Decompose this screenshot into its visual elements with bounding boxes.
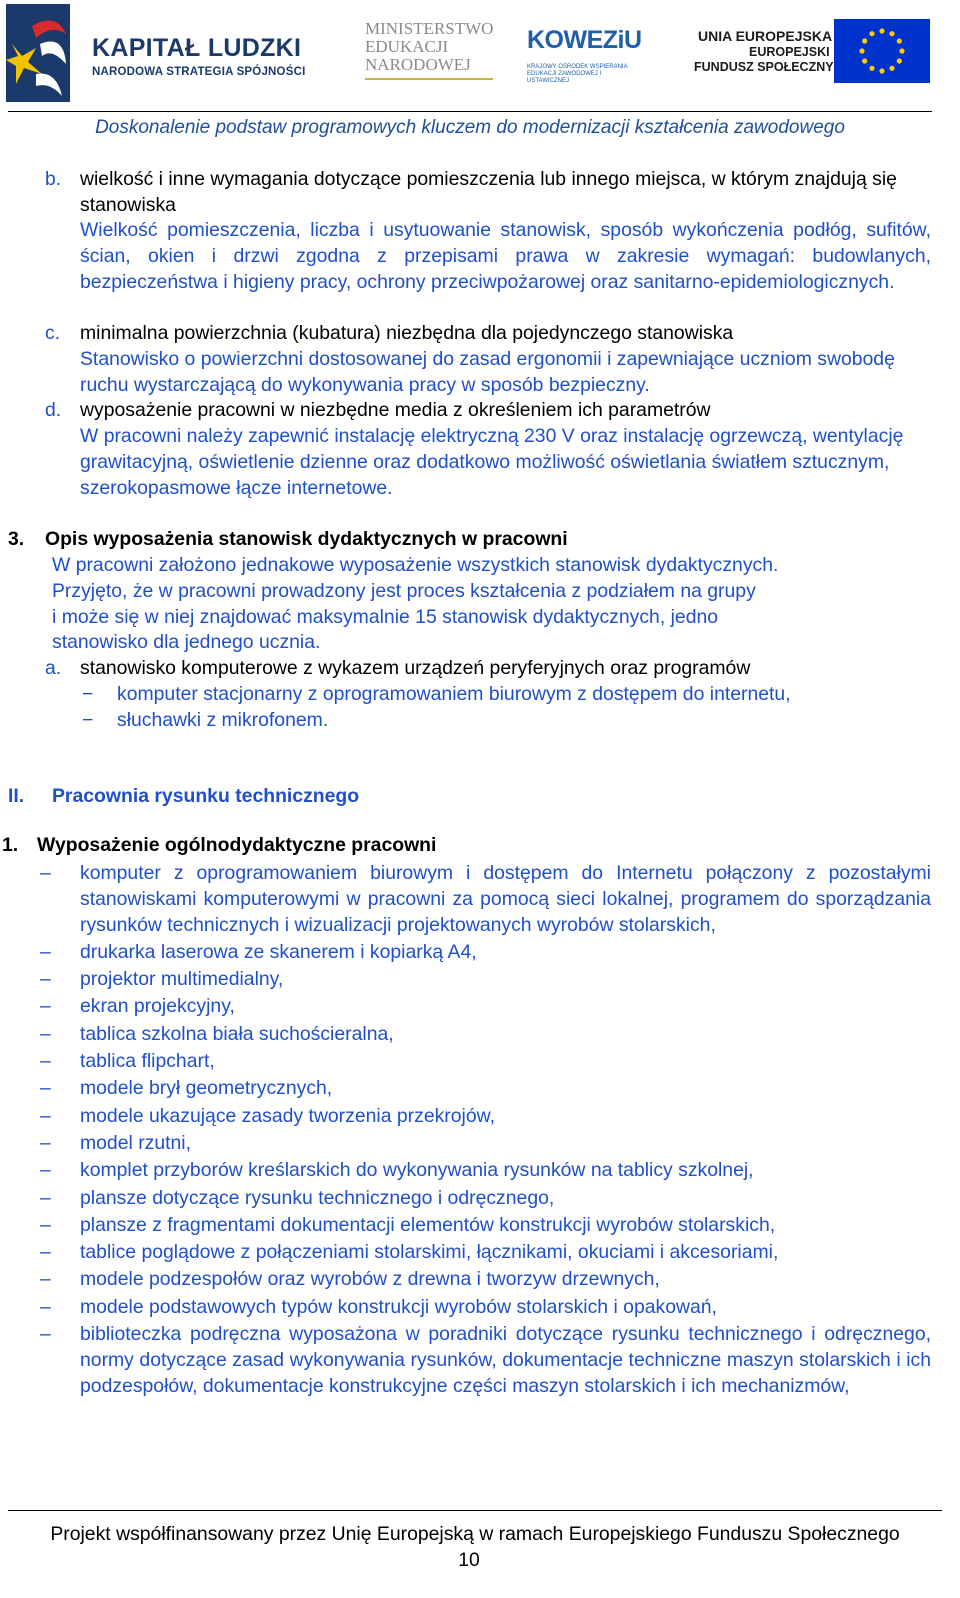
section-d-heading: wyposażenie pracowni w niezbędne media z określeniem ich parametrów <box>80 399 711 421</box>
equipment-item-text: modele brył geometrycznych, <box>80 1077 333 1100</box>
equipment-list-item <box>40 1104 931 1130</box>
equipment-list-item <box>40 1131 931 1157</box>
koweziu-subtitle: KRAJOWY OŚRODEK WSPIERANIA EDUKACJI ZAWODOWEJ I USTAWICZNEJ <box>527 64 628 84</box>
section-3-body-line: W pracowni założono jednakowe wyposażenie wszystkich stanowisk dydaktycznych. <box>52 554 779 576</box>
dash-bullet-icon: – <box>40 1131 51 1154</box>
section-b-heading: wielkość i inne wymagania dotyczące pomieszczenia lub innego miejsca, w którym znajdują się stanowiska <box>80 168 897 216</box>
equipment-item-text: tablice poglądowe z połączeniami stolarskimi, łącznikami, okuciami i akcesoriami, <box>80 1241 779 1264</box>
equipment-item-text: plansze dotyczące rysunku technicznego i odręcznego, <box>80 1186 555 1209</box>
dash-bullet-icon: – <box>40 1159 51 1182</box>
dash-bullet-icon: – <box>40 1077 51 1100</box>
equipment-item-text: biblioteczka podręczna wyposażona w poradniki dotyczące rysunku technicznego i odręcznego, normy dotyczące zasad wykonywania rysunków, dokumentacje techniczne maszyn stolarskich i ich podzespołów, dokumentacje konstrukcyjne części maszyn stolarskich i ich mechanizmów, <box>80 1323 931 1397</box>
ministry-underline <box>365 78 493 80</box>
equipment-item-text: komputer z oprogramowaniem biurowym i dostępem do Internetu połączony z pozostałymi stanowiskami komputerowymi w pracowni za pomocą sieci lokalnej, programem do sporządzania rysunków technicznych i wizualizacji projektowanych wyrobów stolarskich, <box>80 862 931 936</box>
equipment-item-text: komplet przyborów kreślarskich do wykonywania rysunków na tablicy szkolnej, <box>80 1159 754 1182</box>
equipment-item-text: plansze z fragmentami dokumentacji elementów konstrukcji wyrobów stolarskich, <box>80 1213 776 1236</box>
dash-bullet-icon: – <box>40 1104 51 1127</box>
section-c-label: c. <box>45 322 61 344</box>
equipment-item-text: model rzutni, <box>80 1131 192 1154</box>
section-II-label: II. <box>8 785 25 807</box>
dash-bullet-icon: – <box>40 862 51 884</box>
equipment-list-item <box>40 1240 931 1266</box>
section-3-body <box>52 553 932 656</box>
equipment-list <box>40 861 931 1401</box>
kapital-ludzki-subtitle: NARODOWA STRATEGIA SPÓJNOŚCI <box>92 66 306 78</box>
dash-bullet-icon: – <box>40 1050 51 1073</box>
equipment-list-item <box>40 940 931 966</box>
equipment-item-text: ekran projekcyjny, <box>80 995 235 1018</box>
ministry-line-2: EDUKACJI <box>365 37 449 56</box>
header-divider <box>8 111 932 112</box>
equipment-item-text: modele podstawowych typów konstrukcji wyrobów stolarskich i opakowań, <box>80 1295 717 1318</box>
dash-bullet-icon: – <box>40 1323 51 1346</box>
equipment-item-text: tablica szkolna biała suchościeralna, <box>80 1022 394 1045</box>
dash-bullet-icon: − <box>82 709 94 731</box>
peripheral-item: komputer stacjonarny z oprogramowaniem biurowym z dostępem do internetu, <box>117 683 791 705</box>
equipment-list-item <box>40 1022 931 1048</box>
section-II-title: Pracownia rysunku technicznego <box>52 785 360 807</box>
section-3-body-line: stanowisko dla jednego ucznia. <box>52 631 321 654</box>
dash-bullet-icon: – <box>40 940 51 963</box>
section-3-heading: Opis wyposażenia stanowisk dydaktycznych w pracowni <box>45 528 568 550</box>
section-3a-label: a. <box>45 657 62 679</box>
section-3a-heading: stanowisko komputerowe z wykazem urządzeń peryferyjnych oraz programów <box>80 657 751 679</box>
header-logos <box>0 0 960 110</box>
ministry-line-1: MINISTERSTWO <box>365 19 494 38</box>
dash-bullet-icon: – <box>40 1241 51 1264</box>
eu-title: UNIA EUROPEJSKA <box>698 28 833 44</box>
eu-flag-icon <box>834 19 930 83</box>
document-subtitle: Doskonalenie podstaw programowych kluczem do modernizacji kształcenia zawodowego <box>95 117 845 138</box>
page-number: 10 <box>458 1549 480 1571</box>
kapital-ludzki-logo-icon <box>6 4 70 102</box>
equipment-item-text: drukarka laserowa ze skanerem i kopiarką A4, <box>80 940 477 963</box>
section-b-body: Wielkość pomieszczenia, liczba i usytuowanie stanowisk, sposób wykończenia podłóg, sufitów, ścian, okien i drzwi zgodna z przepisami prawa w zakresie wymagań: budowlanych, bezpieczeństwa i higieny pracy, ochrony przeciwpożarowej oraz sanitarno-epidemiologicznych. <box>80 219 931 293</box>
equipment-item-text: tablica flipchart, <box>80 1050 215 1073</box>
koweziu-name: KOWEZiU <box>527 26 642 54</box>
eu-fund-line-2: FUNDUSZ SPOŁECZNY <box>694 60 834 74</box>
section-d-body: W pracowni należy zapewnić instalację elektryczną 230 V oraz instalację ogrzewczą, wentylację grawitacyjną, oświetlenie dzienne oraz dodatkowo możliwość oświetlania światłem sztucznym, szerokopasmowe łącze internetowe. <box>80 425 904 499</box>
dash-bullet-icon: – <box>40 1186 51 1209</box>
eu-fund-line-1: EUROPEJSKI <box>749 45 830 59</box>
equipment-list-item <box>40 1213 931 1239</box>
equipment-list-item <box>40 1267 931 1293</box>
peripheral-item: słuchawki z mikrofonem. <box>117 709 329 731</box>
dash-bullet-icon: − <box>82 683 94 705</box>
equipment-list-item <box>40 1076 931 1102</box>
dash-bullet-icon: – <box>40 1022 51 1045</box>
equipment-list-item <box>40 1322 931 1399</box>
dash-bullet-icon: – <box>40 995 51 1018</box>
dash-bullet-icon: – <box>40 968 51 991</box>
equipment-list-item <box>40 1295 931 1321</box>
section-c-heading: minimalna powierzchnia (kubatura) niezbędna dla pojedynczego stanowiska <box>80 322 734 344</box>
section-3-body-line: i może się w niej znajdować maksymalnie 15 stanowisk dydaktycznych, jedno <box>52 605 719 628</box>
equipment-list-item <box>40 1186 931 1212</box>
equipment-item-text: modele ukazujące zasady tworzenia przekrojów, <box>80 1104 495 1127</box>
section-1-heading: Wyposażenie ogólnodydaktyczne pracowni <box>37 834 437 856</box>
section-1-label: 1. <box>2 834 19 856</box>
section-b-label: b. <box>45 168 62 190</box>
section-3-label: 3. <box>8 528 25 550</box>
footer-text: Projekt współfinansowany przez Unię Europejską w ramach Europejskiego Funduszu Społecznego <box>50 1523 900 1545</box>
dash-bullet-icon: – <box>40 1295 51 1318</box>
dash-bullet-icon: – <box>40 1268 51 1291</box>
footer-divider <box>8 1510 942 1511</box>
equipment-item-text: modele podzespołów oraz wyrobów z drewna i tworzyw drzewnych, <box>80 1268 660 1291</box>
equipment-list-item <box>40 861 931 938</box>
koweziu-logo <box>527 26 642 55</box>
equipment-item-text: projektor multimedialny, <box>80 968 284 991</box>
equipment-list-item <box>40 1158 931 1184</box>
section-d-label: d. <box>45 399 62 421</box>
kapital-ludzki-title: KAPITAŁ LUDZKI <box>92 34 302 62</box>
equipment-list-item <box>40 967 931 993</box>
ministry-line-3: NARODOWEJ <box>365 55 471 74</box>
equipment-list-item <box>40 994 931 1020</box>
dash-bullet-icon: – <box>40 1213 51 1236</box>
equipment-list-item <box>40 1049 931 1075</box>
section-3-body-line: Przyjęto, że w pracowni prowadzony jest proces kształcenia z podziałem na grupy <box>52 579 756 602</box>
section-c-body: Stanowisko o powierzchni dostosowanej do zasad ergonomii i zapewniające uczniom swobodę ruchu wystarczającą do wykonywania pracy w sposób bezpieczny. <box>80 348 895 396</box>
